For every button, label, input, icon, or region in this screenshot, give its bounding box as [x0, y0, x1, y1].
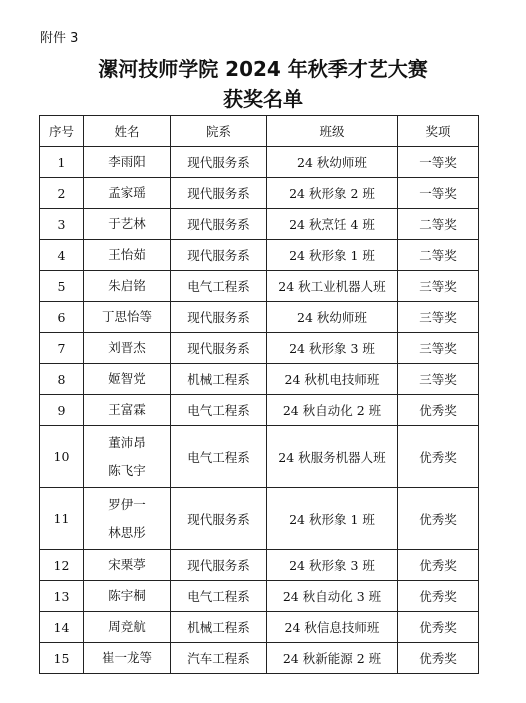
- cell-dept: 电气工程系: [171, 395, 267, 426]
- cell-class: 24 秋烹饪 4 班: [267, 209, 398, 240]
- cell-no: 10: [40, 426, 84, 488]
- winner-name: 罗伊一: [108, 496, 146, 512]
- table-row: [40, 240, 479, 271]
- cell-prize: 三等奖: [398, 271, 479, 302]
- cell-class: 24 秋新能源 2 班: [267, 643, 398, 674]
- document-subtitle: 获奖名单: [223, 87, 303, 111]
- cell-no: 9: [40, 395, 84, 426]
- cell-prize: 一等奖: [398, 147, 479, 178]
- table-row: [40, 271, 479, 302]
- cell-name: [84, 240, 171, 271]
- cell-prize: 二等奖: [398, 240, 479, 271]
- table-row: [40, 550, 479, 581]
- cell-dept: 机械工程系: [171, 612, 267, 643]
- cell-dept: 现代服务系: [171, 209, 267, 240]
- awards-table-body: [40, 147, 479, 674]
- cell-dept: 现代服务系: [171, 488, 267, 550]
- table-row: [40, 364, 479, 395]
- cell-class: 24 秋幼师班: [267, 302, 398, 333]
- table-row: [40, 612, 479, 643]
- cell-no: 14: [40, 612, 84, 643]
- cell-prize: 一等奖: [398, 178, 479, 209]
- cell-dept: 机械工程系: [171, 364, 267, 395]
- cell-prize: 优秀奖: [398, 426, 479, 488]
- cell-dept: 电气工程系: [171, 426, 267, 488]
- winner-name: 王怡茹: [108, 247, 146, 262]
- table-row: [40, 395, 479, 426]
- cell-no: 5: [40, 271, 84, 302]
- cell-prize: 优秀奖: [398, 395, 479, 426]
- cell-name: [84, 271, 171, 302]
- cell-dept: 汽车工程系: [171, 643, 267, 674]
- winner-name: 于艺林: [108, 216, 146, 231]
- cell-prize: 三等奖: [398, 333, 479, 364]
- cell-name: [84, 364, 171, 395]
- document-title: 漯河技师学院 2024 年秋季才艺大赛: [98, 57, 428, 81]
- winner-name: 崔一龙等: [101, 650, 152, 665]
- winner-name: 朱启铭: [108, 278, 146, 293]
- cell-no: 3: [40, 209, 84, 240]
- cell-no: 8: [40, 364, 84, 395]
- column-header-class: 班级: [267, 116, 398, 147]
- cell-name: [84, 147, 171, 178]
- table-row: [40, 581, 479, 612]
- table-row: [40, 643, 479, 674]
- cell-dept: 现代服务系: [171, 550, 267, 581]
- cell-name: [84, 178, 171, 209]
- cell-no: 15: [40, 643, 84, 674]
- cell-name: [84, 333, 171, 364]
- winner-name: 董沛昂: [108, 434, 146, 450]
- cell-prize: 优秀奖: [398, 550, 479, 581]
- cell-prize: 优秀奖: [398, 643, 479, 674]
- attachment-label: 附件 3: [40, 31, 79, 46]
- column-header-prize: 奖项: [398, 116, 479, 147]
- winner-name: 陈宇桐: [108, 588, 146, 603]
- cell-prize: 优秀奖: [398, 612, 479, 643]
- cell-prize: 二等奖: [398, 209, 479, 240]
- cell-dept: 现代服务系: [171, 240, 267, 271]
- cell-no: 1: [40, 147, 84, 178]
- cell-name: [84, 209, 171, 240]
- cell-class: 24 秋形象 3 班: [267, 333, 398, 364]
- cell-dept: 现代服务系: [171, 333, 267, 364]
- cell-class: 24 秋形象 2 班: [267, 178, 398, 209]
- awards-table: [39, 115, 479, 674]
- cell-class: 24 秋自动化 3 班: [267, 581, 398, 612]
- cell-name: [84, 488, 171, 550]
- cell-dept: 电气工程系: [171, 581, 267, 612]
- winner-name: 李雨阳: [108, 154, 146, 169]
- table-header-row: [40, 116, 479, 147]
- winner-name: 姬智党: [108, 371, 146, 386]
- table-row: [40, 488, 479, 550]
- cell-dept: 现代服务系: [171, 302, 267, 333]
- table-row: [40, 209, 479, 240]
- cell-no: 7: [40, 333, 84, 364]
- cell-no: 4: [40, 240, 84, 271]
- cell-name: [84, 643, 171, 674]
- cell-class: 24 秋形象 1 班: [267, 488, 398, 550]
- cell-class: 24 秋形象 1 班: [267, 240, 398, 271]
- cell-no: 6: [40, 302, 84, 333]
- table-row: [40, 302, 479, 333]
- cell-dept: 现代服务系: [171, 147, 267, 178]
- cell-no: 13: [40, 581, 84, 612]
- cell-name: [84, 426, 171, 488]
- table-row: [40, 333, 479, 364]
- cell-prize: 三等奖: [398, 302, 479, 333]
- cell-class: 24 秋自动化 2 班: [267, 395, 398, 426]
- winner-name: 丁思怡等: [101, 309, 152, 324]
- table-row: [40, 178, 479, 209]
- cell-name: [84, 612, 171, 643]
- winner-name: 林思彤: [108, 524, 146, 540]
- column-header-no: 序号: [40, 116, 84, 147]
- cell-dept: 电气工程系: [171, 271, 267, 302]
- winner-name: 孟家瑶: [108, 185, 146, 200]
- cell-prize: 优秀奖: [398, 488, 479, 550]
- winner-name: 周竞航: [108, 619, 146, 634]
- table-row: [40, 147, 479, 178]
- cell-dept: 现代服务系: [171, 178, 267, 209]
- table-row: [40, 426, 479, 488]
- cell-class: 24 秋机电技师班: [267, 364, 398, 395]
- cell-class: 24 秋信息技师班: [267, 612, 398, 643]
- cell-name: [84, 395, 171, 426]
- winner-name: 王富霖: [108, 402, 146, 417]
- cell-class: 24 秋幼师班: [267, 147, 398, 178]
- column-header-dept: 院系: [171, 116, 267, 147]
- cell-no: 11: [40, 488, 84, 550]
- cell-no: 2: [40, 178, 84, 209]
- winner-name: 陈飞宇: [108, 462, 146, 478]
- cell-no: 12: [40, 550, 84, 581]
- cell-prize: 优秀奖: [398, 581, 479, 612]
- cell-name: [84, 581, 171, 612]
- winner-name: 刘晋杰: [108, 340, 146, 355]
- cell-class: 24 秋形象 3 班: [267, 550, 398, 581]
- cell-name: [84, 550, 171, 581]
- cell-name: [84, 302, 171, 333]
- column-header-name: 姓名: [84, 116, 171, 147]
- cell-class: 24 秋工业机器人班: [267, 271, 398, 302]
- cell-class: 24 秋服务机器人班: [267, 426, 398, 488]
- winner-name: 宋栗葶: [108, 557, 146, 572]
- cell-prize: 三等奖: [398, 364, 479, 395]
